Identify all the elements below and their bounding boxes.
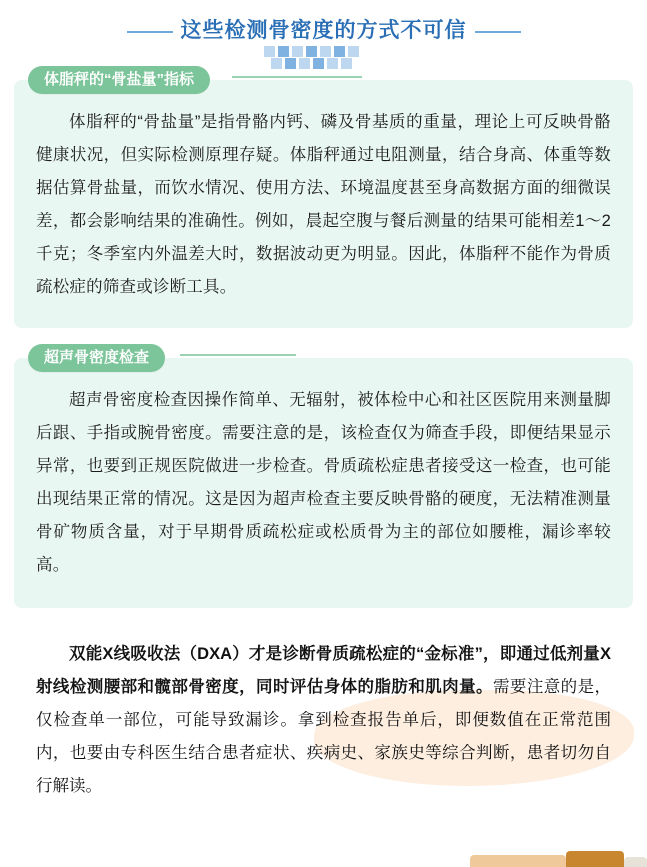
section-card-1: [14, 71, 633, 328]
section-paragraph-2: 超声骨密度检查因操作简单、无辐射，被体检中心和社区医院用来测量脚后跟、手指或腕骨密度。需要注意的是，该检查仅为筛查手段，即便结果显示异常，也要到正规医院做进一步检查。骨质疏松症患者接受这一检查，也可能出现结果正常的情况。这是因为超声检查主要反映骨骼的硬度，无法精准测量骨矿物质含量，对于早期骨质疏松症或松质骨为主的部位如腰椎，漏诊率较高。: [36, 391, 611, 574]
section-tag-1: 体脂秤的“骨盐量”指标: [28, 66, 210, 94]
final-paragraph-block: [14, 632, 633, 813]
section-tag-rule-1: [232, 76, 362, 78]
section-paragraph-1: 体脂秤的“骨盐量”是指骨骼内钙、磷及骨基质的重量，理论上可反映骨骼健康状况，但实际检测原理存疑。体脂秤通过电阻测量，结合身高、体重等数据估算骨盐量，而饮水情况、使用方法、环境温度甚至身高数据方面的细微误差，都会影响结果的准确性。例如，晨起空腹与餐后测量的结果可能相差1～2千克；冬季室内外温差大时，数据波动更为明显。因此，体脂秤不能作为骨质疏松症的筛查或诊断工具。: [36, 113, 611, 296]
final-paragraph-bold: 双能X线吸收法（DXA）才是诊断骨质疏松症的“金标准”，即通过低剂量X射线检测腰部和髋部骨密度，同时评估身体的脂肪和肌肉量。: [36, 645, 611, 696]
bottom-bar-light: [470, 855, 566, 867]
title-decoration: [264, 44, 384, 70]
title-with-rules: [171, 16, 477, 46]
title-rule-left: [127, 31, 173, 33]
bottom-decoration: [0, 845, 647, 867]
section-tag-2: 超声骨密度检查: [28, 344, 165, 372]
section-tag-rule-2: [180, 354, 296, 356]
bottom-bar-edge: [624, 857, 647, 867]
final-paragraph: [36, 638, 611, 803]
page-title-area: [0, 0, 647, 46]
final-paragraph-rest: 需要注意的是，仅检查单一部位，可能导致漏诊。拿到检查报告单后，即便数值在正常范围内，也要由专科医生结合患者症状、疾病史、家族史等综合判断，患者切勿自行解读。: [36, 678, 612, 795]
section-card-2: [14, 349, 633, 608]
title-rule-right: [475, 31, 521, 33]
page-title: 这些检测骨密度的方式不可信: [180, 19, 467, 42]
bottom-bar-dark: [566, 851, 624, 867]
